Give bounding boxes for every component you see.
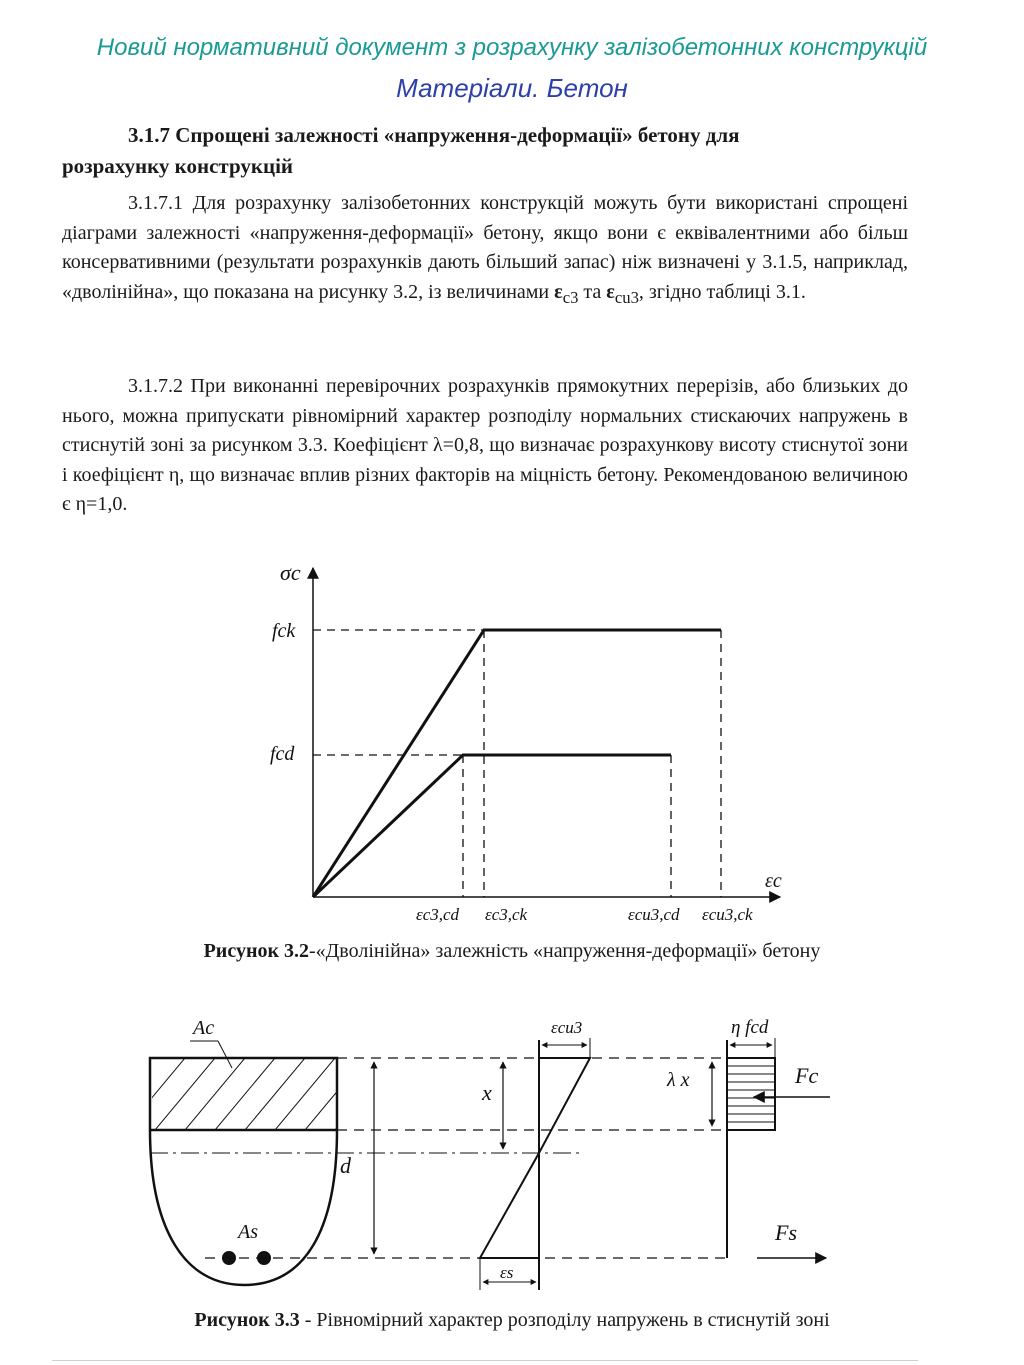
x-axis-label: εc <box>765 870 782 892</box>
document-header-subtitle: Матеріали. Бетон <box>396 73 628 103</box>
y-axis-label: σc <box>280 560 301 585</box>
section-heading-line1: 3.1.7 Спрощені залежності «напруження-деформації» бетону для <box>128 123 740 147</box>
fcd-label: fcd <box>270 743 295 765</box>
d-label: d <box>340 1153 351 1178</box>
figure-3-2-caption <box>0 940 1024 963</box>
symbol-subscript: cu3 <box>614 287 639 307</box>
stress-block <box>727 1058 775 1130</box>
strain-tension <box>480 1153 539 1258</box>
x-tick-label: εcu3,ck <box>702 905 753 924</box>
caption-text: - Рівномірний характер розподілу напружень в стиснутій зоні <box>299 1309 830 1331</box>
paragraph-text: 3.1.7.1 Для розрахунку залізобетонних конструкцій можуть бути використані спрощені діаграми залежності «напруження-деформації» бетону, якщо вони є еквівалентними або більш консервативними (результати розрахунків дають більший запас) ніж визначені у 3.1.5, наприклад, «дволінійна», що показана на рисунку 3.2, із величинами <box>62 192 908 303</box>
strain-compression <box>539 1058 590 1153</box>
document-header-title: Новий нормативний документ з розрахунку залізобетонних конструкцій <box>96 34 928 61</box>
ecu3-label: εcu3 <box>551 1018 583 1037</box>
eta-fcd-label: η fcd <box>731 1017 769 1038</box>
lambda-x-label: λ x <box>667 1069 690 1091</box>
characteristic-curve <box>313 630 721 897</box>
paragraph-3-1-7-2: 3.1.7.2 При виконанні перевірочних розрахунків прямокутних перерізів, або близьких до нього, можна припускати рівномірний характер розподілу нормальних стискаючих напружень в стиснутій зоні за рисунком 3.3. Коефіцієнт λ=0,8, що визначає розрахункову висоту стиснутої зони і коефіцієнт η, що визначає вплив різних факторів на міцність бетону. Рекомендованою величиною є η=1,0. <box>62 375 908 515</box>
ac-leader <box>218 1041 232 1068</box>
fck-label: fck <box>272 620 296 642</box>
figure-3-2 <box>270 560 782 924</box>
ac-label: Ac <box>193 1017 215 1039</box>
figure-3-3 <box>100 1017 830 1290</box>
section-heading-line2: розрахунку конструкцій <box>62 154 293 178</box>
x-tick-label: εcu3,cd <box>628 905 680 924</box>
caption-number: Рисунок 3.3 <box>194 1309 300 1331</box>
fc-label: Fc <box>795 1063 819 1088</box>
caption-text: -«Дволінійна» залежність «напруження-деформації» бетону <box>309 940 821 962</box>
caption-number: Рисунок 3.2 <box>203 940 309 962</box>
reference-lines <box>205 1058 727 1258</box>
symbol-epsilon: ε <box>606 280 615 303</box>
bottom-rule <box>52 1360 918 1361</box>
symbol-subscript: c3 <box>562 287 579 307</box>
figure-3-3-caption <box>0 1305 1024 1335</box>
x-tick-label: εc3,cd <box>416 905 460 924</box>
x-tick-label: εc3,ck <box>485 905 528 924</box>
es-label: εs <box>500 1263 514 1282</box>
x-label: x <box>482 1080 492 1105</box>
paragraph-text: та <box>578 280 607 303</box>
dashed-guides <box>313 630 721 897</box>
stress-block-hatch <box>727 1066 775 1122</box>
design-curve <box>313 755 671 897</box>
paragraph-text: , згідно таблиці 3.1. <box>638 280 806 303</box>
cross-section <box>150 1058 337 1285</box>
fs-label: Fs <box>775 1220 797 1245</box>
as-label: As <box>238 1221 258 1243</box>
symbol-epsilon: ε <box>554 280 563 303</box>
